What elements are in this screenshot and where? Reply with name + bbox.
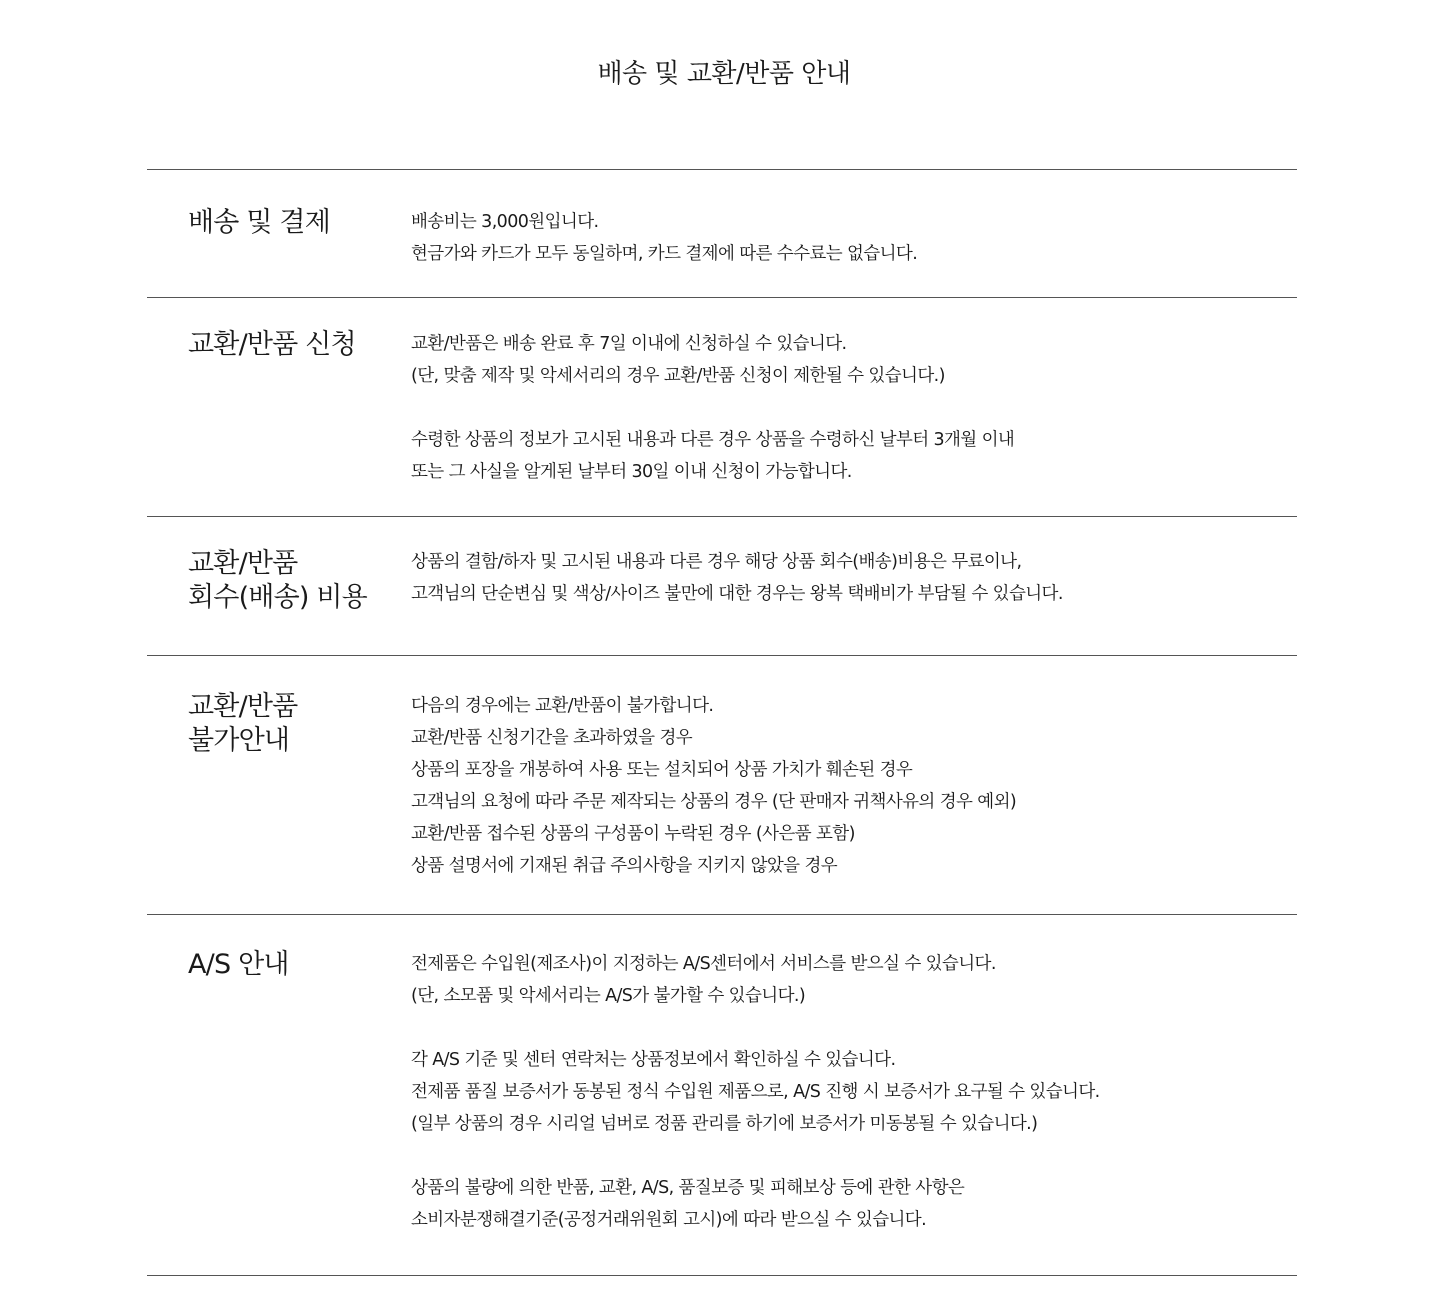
text-line: 상품의 결함/하자 및 고시된 내용과 다른 경우 해당 상품 회수(배송)비용은 무료이나, [411, 552, 1022, 572]
text-line: (일부 상품의 경우 시리얼 넘버로 정품 관리를 하기에 보증서가 미동봉될 수 있습니다.) [411, 1114, 1038, 1134]
paragraph [411, 1044, 1291, 1140]
paragraph [411, 206, 1291, 270]
text-line: 상품의 포장을 개봉하여 사용 또는 설치되어 상품 가치가 훼손된 경우 [411, 760, 913, 780]
section-heading [188, 948, 398, 982]
text-line: (단, 맞춤 제작 및 악세서리의 경우 교환/반품 신청이 제한될 수 있습니다.) [411, 366, 945, 386]
section-body [411, 948, 1291, 1236]
text-line: 고객님의 단순변심 및 색상/사이즈 불만에 대한 경우는 왕복 택배비가 부담될 수 있습니다. [411, 584, 1063, 604]
section-heading-line: 회수(배송) 비용 [188, 582, 367, 613]
policy-sections [147, 169, 1297, 1276]
text-line: 다음의 경우에는 교환/반품이 불가합니다. [411, 696, 714, 716]
section-heading-line: 배송 및 결제 [188, 207, 330, 238]
paragraph [411, 328, 1291, 392]
section-heading [188, 547, 398, 615]
text-line: 상품 설명서에 기재된 취급 주의사항을 지키지 않았을 경우 [411, 856, 838, 876]
text-line: 고객님의 요청에 따라 주문 제작되는 상품의 경우 (단 판매자 귀책사유의 경우 예외) [411, 792, 1017, 812]
text-line: 교환/반품 신청기간을 초과하였을 경우 [411, 728, 693, 748]
section-heading [188, 690, 398, 758]
section-body [411, 546, 1291, 610]
text-line: 전제품 품질 보증서가 동봉된 정식 수입원 제품으로, A/S 진행 시 보증서가 요구될 수 있습니다. [411, 1082, 1100, 1102]
section-body [411, 206, 1291, 270]
section-heading [188, 328, 398, 362]
paragraph [411, 546, 1291, 610]
section-return-not-allowed [147, 655, 1297, 914]
text-line: 상품의 불량에 의한 반품, 교환, A/S, 품질보증 및 피해보상 등에 관한 사항은 [411, 1178, 965, 1198]
text-line: 현금가와 카드가 모두 동일하며, 카드 결제에 따른 수수료는 없습니다. [411, 244, 918, 264]
paragraph [411, 948, 1291, 1012]
text-line: (단, 소모품 및 악세서리는 A/S가 불가할 수 있습니다.) [411, 986, 806, 1006]
section-body [411, 328, 1291, 488]
paragraph [411, 424, 1291, 488]
section-body [411, 690, 1291, 882]
text-line: 각 A/S 기준 및 센터 연락처는 상품정보에서 확인하실 수 있습니다. [411, 1050, 896, 1070]
section-heading-line: 교환/반품 [188, 691, 298, 722]
text-line: 교환/반품 접수된 상품의 구성품이 누락된 경우 (사은품 포함) [411, 824, 855, 844]
section-heading [188, 206, 398, 240]
text-line: 교환/반품은 배송 완료 후 7일 이내에 신청하실 수 있습니다. [411, 334, 847, 354]
paragraph [411, 690, 1291, 882]
section-exchange-return-request [147, 297, 1297, 516]
text-line: 또는 그 사실을 알게된 날부터 30일 이내 신청이 가능합니다. [411, 462, 852, 482]
section-shipping-payment [147, 169, 1297, 297]
text-line: 전제품은 수입원(제조사)이 지정하는 A/S센터에서 서비스를 받으실 수 있습니다. [411, 954, 996, 974]
text-line: 배송비는 3,000원입니다. [411, 212, 599, 232]
section-heading-line: 교환/반품 [188, 548, 298, 579]
text-line: 수령한 상품의 정보가 고시된 내용과 다른 경우 상품을 수령하신 날부터 3개월 이내 [411, 430, 1015, 450]
section-heading-line: A/S 안내 [188, 949, 289, 980]
section-after-service [147, 914, 1297, 1276]
paragraph [411, 1172, 1291, 1236]
section-heading-line: 불가안내 [188, 725, 290, 756]
text-line: 소비자분쟁해결기준(공정거래위원회 고시)에 따라 받으실 수 있습니다. [411, 1210, 927, 1230]
section-return-shipping-cost [147, 516, 1297, 655]
section-heading-line: 교환/반품 신청 [188, 329, 356, 360]
page-title: 배송 및 교환/반품 안내 [597, 59, 851, 89]
